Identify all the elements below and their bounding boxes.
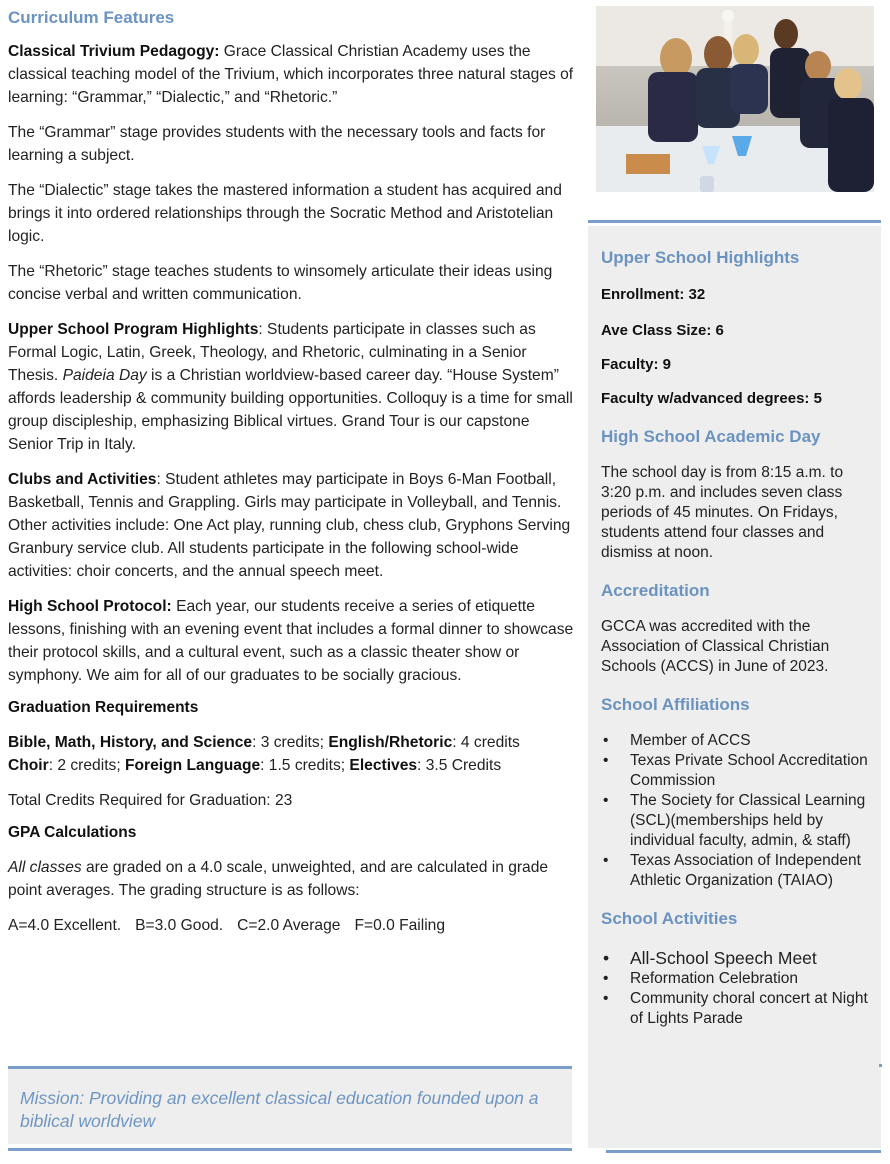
faculty-advanced-stat: Faculty w/advanced degrees: 5 [601, 390, 822, 407]
list-item: • All-School Speech Meet [601, 947, 869, 969]
list-item: • Member of ACCS [601, 731, 869, 751]
decorative-dot [879, 1064, 882, 1067]
trivium-label: Classical Trivium Pedagogy: [8, 43, 220, 60]
classroom-photo [596, 6, 874, 192]
req-choir-label: Choir [8, 757, 49, 774]
graduation-requirements [8, 731, 576, 777]
accreditation-text: GCCA was accredited with the Association of Classical Christian Schools (ACCS) in June of 2023. [601, 618, 830, 675]
clubs-label: Clubs and Activities [8, 471, 157, 488]
protocol-label: High School Protocol: [8, 598, 172, 615]
sidebar-bottom-rule [606, 1150, 881, 1153]
curriculum-column [8, 8, 576, 949]
list-item: • Texas Private School Accreditation Commission [601, 751, 869, 791]
mission-statement: Mission: Providing an excellent classical education founded upon a biblical worldview [20, 1088, 539, 1131]
graduation-heading: Graduation Requirements [8, 699, 199, 716]
list-item: • The Society for Classical Learning (SCL)(memberships held by individual faculty, admin, & staff) [601, 791, 869, 851]
academic-day-text: The school day is from 8:15 a.m. to 3:20 p.m. and includes seven class periods of 45 minutes. On Fridays, students attend four classes and dismiss at noon. [601, 464, 844, 561]
classroom-photo-image [596, 6, 874, 192]
trivium-paragraph [8, 40, 576, 109]
req-english-value: : 4 credits [452, 734, 520, 751]
rhetoric-paragraph: The “Rhetoric” stage teaches students to winsomely articulate their ideas using concise verbal and written communication. [8, 263, 553, 303]
affiliations-title: School Affiliations [601, 695, 750, 714]
academic-day-title: High School Academic Day [601, 427, 821, 446]
clubs-text: : Student athletes may participate in Boys 6-Man Football, Basketball, Tennis and Grappling. Girls may participate in Volleyball, and Tennis. Other activities include: One Act play, running club, chess club, Gryphons Serving Granbury service club. All students participate in the following school-wide activities: choir concerts, and the annual speech meet. [8, 471, 571, 580]
sidebar-top-rule [588, 220, 881, 223]
total-credits: Total Credits Required for Graduation: 23 [8, 792, 293, 809]
trivium-text: Grace Classical Christian Academy uses the classical teaching model of the Trivium, which incorporates three natural stages of learning: “Grammar,” “Dialectic,” and “Rhetoric.” [8, 43, 574, 106]
gpa-paragraph [8, 856, 576, 902]
list-item: • Texas Association of Independent Athletic Organization (TAIAO) [601, 851, 869, 891]
gpa-all-classes: All classes [8, 859, 82, 876]
req-electives-label: Electives [349, 757, 418, 774]
affiliations-list [601, 731, 869, 891]
activities-title: School Activities [601, 909, 738, 928]
grammar-paragraph: The “Grammar” stage provides students with the necessary tools and facts for learning a subject. [8, 124, 546, 164]
sidebar [588, 226, 881, 1148]
faculty-stat: Faculty: 9 [601, 356, 672, 373]
upper-school-paragraph [8, 318, 576, 456]
dialectic-paragraph: The “Dialectic” stage takes the mastered information a student has acquired and brings it into ordered relationships through the Socratic Method and Aristotelian logic. [8, 182, 562, 245]
list-item: • Community choral concert at Night of Lights Parade [601, 989, 869, 1029]
accreditation-title: Accreditation [601, 581, 710, 600]
highlights-title: Upper School Highlights [601, 248, 800, 267]
req-electives-value: : 3.5 Credits [417, 757, 502, 774]
protocol-text: Each year, our students receive a series of etiquette lessons, finishing with an evening event that includes a formal dinner to showcase their protocol skills, and a cultural event, such as a classic theater show or symphony. We aim for all of our graduates to be socially gracious. [8, 598, 574, 684]
upper-school-label: Upper School Program Highlights [8, 321, 259, 338]
gpa-text: are graded on a 4.0 scale, unweighted, and are calculated in grade point averages. The grading structure is as follows: [8, 859, 549, 899]
req-core-label: Bible, Math, History, and Science [8, 734, 253, 751]
req-language-value: : 1.5 credits; [260, 757, 350, 774]
gpa-heading: GPA Calculations [8, 824, 137, 841]
curriculum-title: Curriculum Features [8, 8, 175, 27]
grade-c: C=2.0 Average [237, 917, 341, 934]
req-language-label: Foreign Language [124, 757, 261, 774]
enrollment-stat: Enrollment: 32 [601, 286, 706, 303]
list-item: • Reformation Celebration [601, 969, 869, 989]
grade-b: B=3.0 Good. [135, 917, 224, 934]
protocol-paragraph [8, 595, 576, 687]
clubs-paragraph [8, 468, 576, 583]
upper-school-text-2: is a Christian worldview-based career day. “House System” affords leadership & community building opportunities. Colloquy is a time for small group discipleship, emphasizing Biblical virtues. Grand Tour is our capstone Senior Trip in Italy. [8, 367, 573, 453]
req-english-label: English/Rhetoric [328, 734, 453, 751]
upper-school-text-1: : Students participate in classes such as Formal Logic, Latin, Greek, Theology, and Rhetoric, culminating in a Senior Thesis. [8, 321, 536, 384]
mission-bottom-rule [8, 1148, 572, 1151]
req-choir-value: : 2 credits; [48, 757, 125, 774]
mission-box [8, 1066, 572, 1144]
grade-f: F=0.0 Failing [354, 917, 446, 934]
class-size-stat: Ave Class Size: 6 [601, 322, 724, 339]
req-core-value: : 3 credits; [252, 734, 329, 751]
paideia-day: Paideia Day [62, 367, 147, 384]
grading-scale [8, 914, 576, 937]
activities-list [601, 947, 869, 1029]
grade-a: A=4.0 Excellent. [8, 917, 122, 934]
